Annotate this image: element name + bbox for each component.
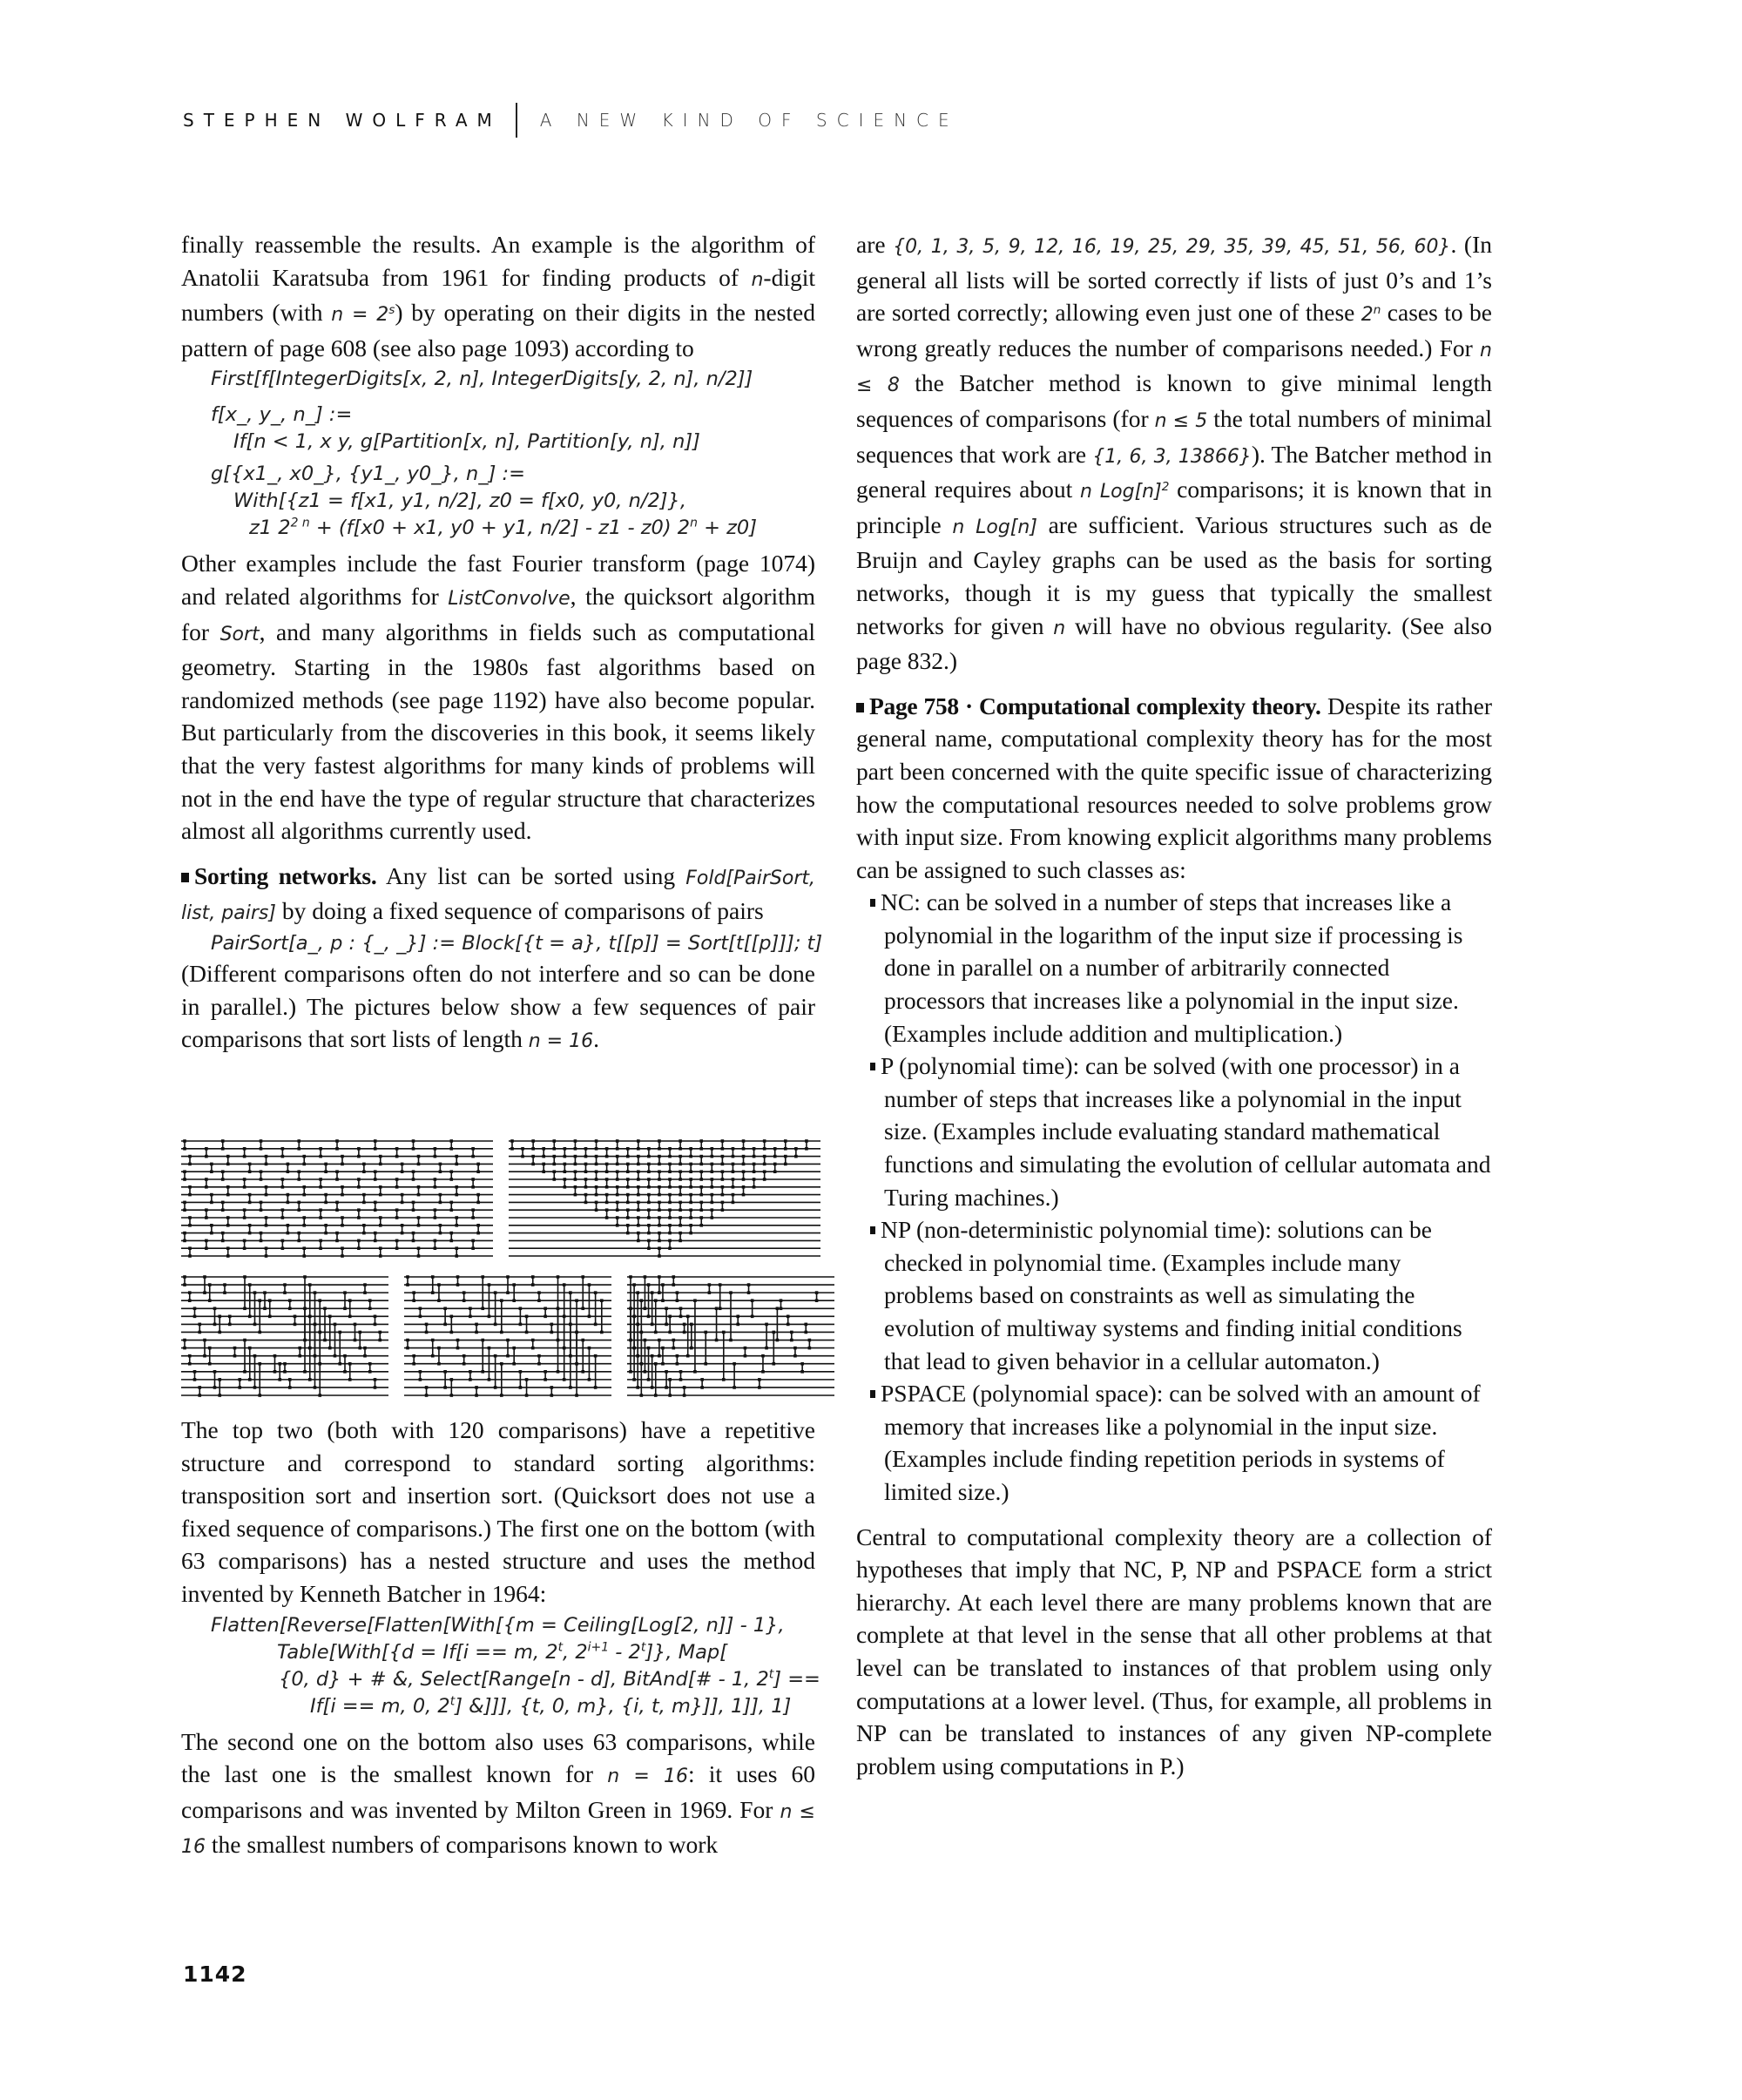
running-head xyxy=(183,103,959,138)
paragraph-sorting-networks: Sorting networks. Any list can be sorted using Fold[PairSort, list, pairs] by doing a fixed sequence of comparisons of pairs xyxy=(181,861,815,925)
left-column-lower xyxy=(181,1414,820,1864)
list-item-p: P (polynomial time): can be solved (with one processor) in a number of steps that increases like a polynomial in the input size. (Examples include evaluating standard mathematical functions and simulating the evolution of cellular automata and Turing machines.) xyxy=(856,1050,1492,1213)
section-marker-icon xyxy=(856,703,864,712)
paragraph-minimal-comparisons: are {0, 1, 3, 5, 9, 12, 16, 19, 25, 29, 35, 39, 45, 51, 56, 60}. (In general all lists will be sorted correctly if lists of just 0’s and 1’s are sorted correctly; allowing even just one of these 2$^n$ cases to be wrong greatly reduces the number of comparisons needed.) For n ≤ 8 the Batcher method is known to give minimal length sequences of comparisons (for n ≤ 5 the total numbers of minimal sequences that work are {1, 6, 3, 13866}). The Batcher method in general requires about n $Log[n]^2$ comparisons; it is known that in principle n Log[n] are sufficient. Various structures such as de Bruijn and Cayley graphs can be used as the basis for sorting networks, though it is my guess that typically the smallest networks for given n will have no obvious regularity. (See also page 832.) xyxy=(856,231,1492,675)
sorting-networks-figure xyxy=(179,1138,834,1401)
list-item-nc: NC: can be solved in a number of steps that increases like a polynomial in the logarithm of the input size if processing is done in parallel on a number of arbitrarily connected processors that increases like a polynomial in the input size. (Examples include addition and multiplication.) xyxy=(856,886,1492,1050)
network-green-60 xyxy=(625,1273,836,1399)
paragraph-other-examples: Other examples include the fast Fourier transform (page 1074) and related algorithms for ListConvolve, the quicksort algorithm for Sort, and many algorithms in fields such as computational geometry. Starting in the 1980s fast algorithms based on randomized methods (see page 1192) have also become popular. But particularly from the discoveries in this book, it seems likely that the very fastest algorithms for many kinds of problems will not in the end have the type of regular structure that characterizes almost all algorithms currently used. xyxy=(181,550,815,845)
page-number: 1142 xyxy=(183,1962,247,1987)
paragraph-karatsuba: finally reassemble the results. An example is the algorithm of Anatolii Karatsuba from 1961 for finding products of n-digit numbers (with $n = 2^s$) by operating on their digits in the nested pattern of page 608 (see also page 1093) according to xyxy=(181,231,815,361)
paragraph-parallel: (Different comparisons often do not interfere and so can be done in parallel.) The pictures below show a few sequences of pair comparisons that sort lists of length n = 16. xyxy=(181,959,815,1053)
bullet-icon xyxy=(870,1390,875,1398)
paragraph-second-bottom: The second one on the bottom also uses 63 comparisons, while the last one is the smallest known for n = 16: it uses 60 comparisons and was invented by Milton Green in 1969. For n ≤ 16 the smallest numbers of comparisons known to work xyxy=(181,1727,816,1859)
list-item-pspace: PSPACE (polynomial space): can be solved with an amount of memory that increases like a polynomial in the input size. (Examples include finding repetition periods in systems of limited size.) xyxy=(856,1377,1492,1508)
left-column xyxy=(181,228,823,1058)
bullet-icon xyxy=(870,899,875,907)
right-column xyxy=(856,228,1492,1782)
bullet-icon xyxy=(870,1063,875,1070)
running-head-divider xyxy=(516,103,517,138)
section-heading-complexity: Page 758 · Computational complexity theory. xyxy=(869,692,1321,719)
code-karatsuba: First[f[IntegerDigits[x, 2, n], IntegerDigits[y, 2, n], n/2]] f[x_, y_, n_] := If[n < 1, x y, g[Partition[x, n], Partition[y, n], n]] g[{x1_, x0_}, {y1_, y0_}, n_] := With[{z1 = f[x1, y1, n/2], z0 = f[x0, y0, n/2]}, z1 $2^{2 n} + (f[x0 + x1$, y0 + y1, n/2] - z1 - z0) $2^n + z0$] xyxy=(211,368,757,540)
paragraph-hierarchy: Central to computational complexity theory are a collection of hypotheses that imply that NC, P, NP and PSPACE form a strict hierarchy. At each level there are many problems known that are complete at that level in the sense that all other problems at that level can be translated to instances of that problem using only computations at a lower level. (Thus, for example, all problems in NP can be translated to instances of any given NP-complete problem using computations in P.) xyxy=(856,1523,1492,1779)
code-batcher: Flatten[Reverse[Flatten[With[{m = Ceiling[Log[2, n]] - 1}, Table[With[{d = If[i == m, 2$^t$, $2^{i+1} - 2^t$]}, Map[ {0, d} + # &, Select[Range[n - d], BitAnd[# - 1, $2^t$] == If[i == m, 0, 2$^t$] &]]], {t, 0, m}, {i, t, m}]], 1]], 1] xyxy=(211,1613,820,1718)
running-head-author: STEPHEN WOLFRAM xyxy=(183,110,502,131)
section-marker-icon xyxy=(181,873,189,882)
running-head-title: A NEW KIND OF SCIENCE xyxy=(539,110,959,131)
network-insertion-sort xyxy=(507,1138,822,1259)
network-transposition-sort xyxy=(179,1138,495,1259)
network-batcher xyxy=(179,1273,390,1399)
bullet-icon xyxy=(870,1226,875,1234)
network-second-63 xyxy=(402,1273,613,1399)
code-pairsort: PairSort[a_, p : {_, _}] := Block[{t = a}, t[[p]] = Sort[t[[p]]]; t] xyxy=(211,931,823,955)
paragraph-top-two: The top two (both with 120 comparisons) have a repetitive structure and correspond to standard sorting algorithms: transposition sort and insertion sort. (Quicksort does not use a fixed sequence of comparisons.) The first one on the bottom (with 63 comparisons) has a nested structure and uses the method invented by Kenneth Batcher in 1964: xyxy=(181,1416,815,1607)
list-item-np: NP (non-deterministic polynomial time): solutions can be checked in polynomial time. (Examples include many problems based on constraints as well as simulating the evolution of multiway systems and finding initial conditions that lead to given behavior in a cellular automaton.) xyxy=(856,1213,1492,1377)
paragraph-complexity-theory: Page 758 · Computational complexity theory. Despite its rather general name, computational complexity theory has for the most part been concerned with the quite specific issue of characterizing how the computational resources needed to solve problems grow with input size. From knowing explicit algorithms many problems can be assigned to such classes as: xyxy=(856,692,1492,883)
section-heading-sorting-networks: Sorting networks. xyxy=(194,861,377,889)
